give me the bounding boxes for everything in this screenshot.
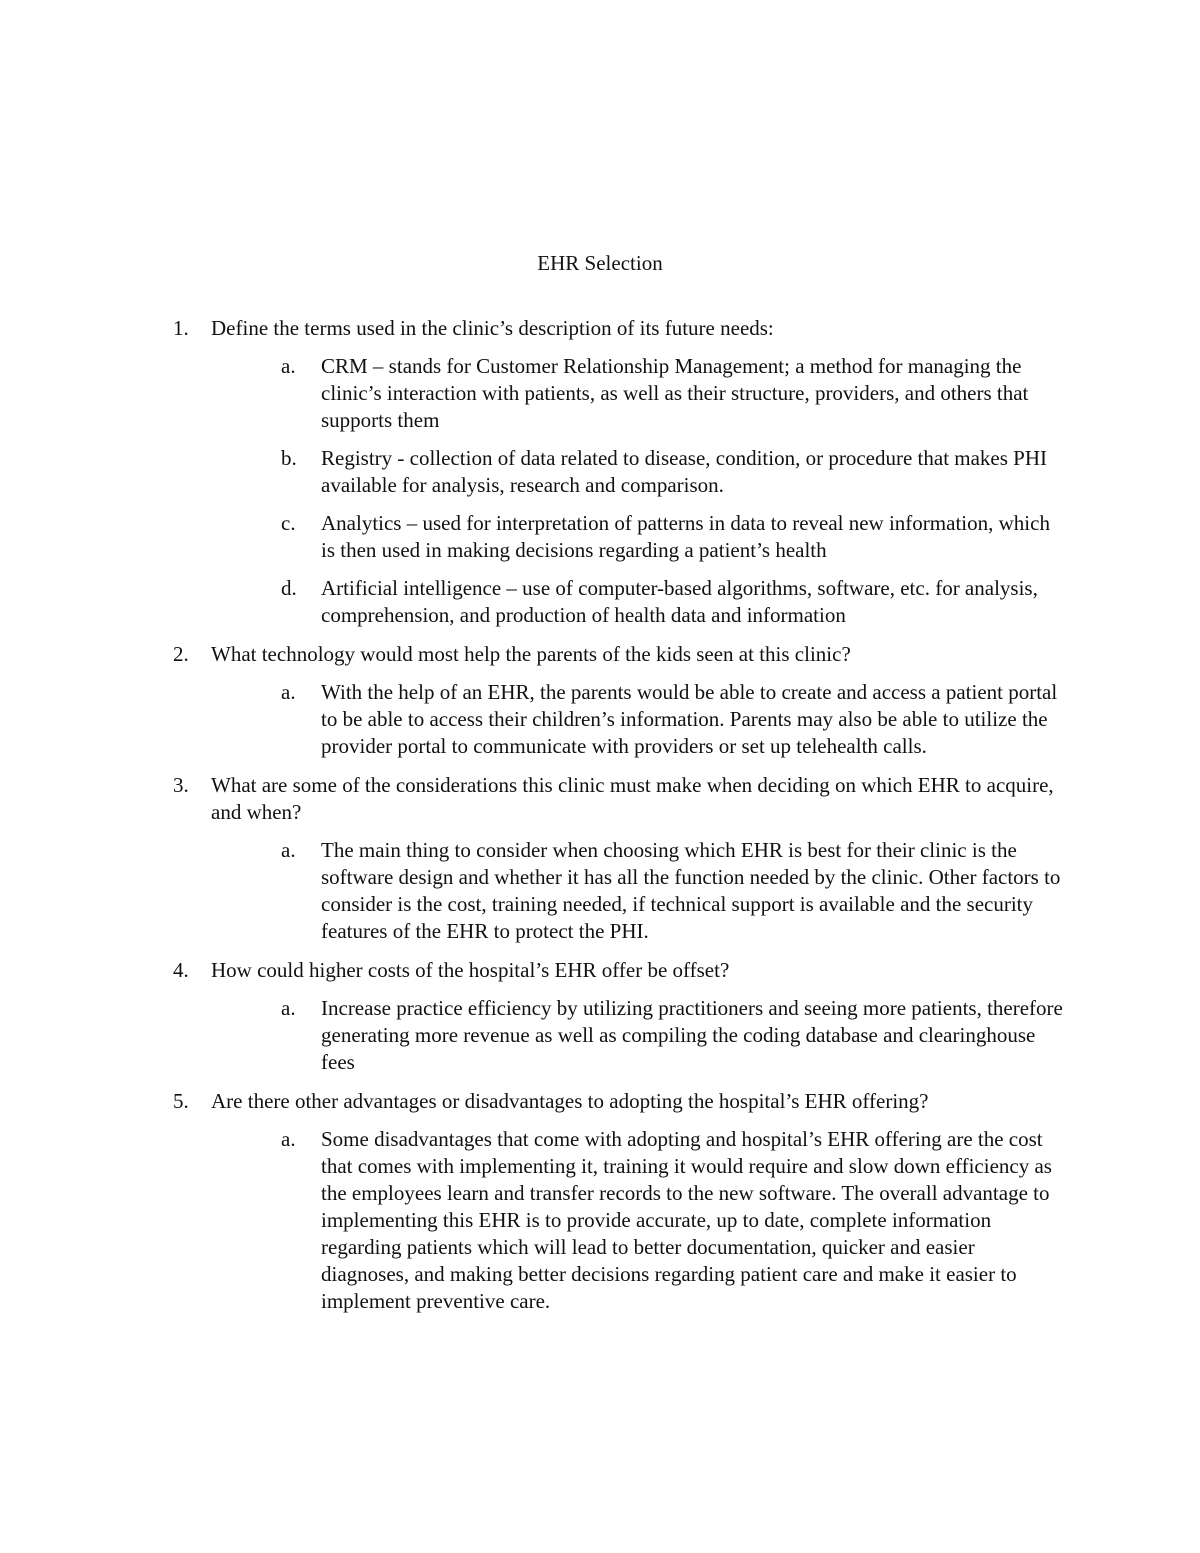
question-1 [173,315,1063,629]
answer-letter: a. [281,680,296,704]
answer-3a [281,837,1063,945]
answer-list [211,679,1063,760]
question-number: 4. [173,958,189,982]
question-text: How could higher costs of the hospital’s EHR offer be offset? [211,958,730,982]
question-3 [173,772,1063,945]
question-5 [173,1088,1063,1315]
answer-text: Increase practice efficiency by utilizing practitioners and seeing more patients, therefore generating more revenue as well as compiling the coding database and clearinghouse fees [321,996,1063,1074]
answer-letter: d. [281,576,297,600]
question-text: Define the terms used in the clinic’s description of its future needs: [211,316,774,340]
answer-text: Artificial intelligence – use of computer-based algorithms, software, etc. for analysis, comprehension, and production of health data and information [321,576,1038,627]
answer-letter: a. [281,838,296,862]
question-number: 1. [173,316,189,340]
answer-letter: c. [281,511,296,535]
answer-letter: b. [281,446,297,470]
question-text: What technology would most help the parents of the kids seen at this clinic? [211,642,851,666]
question-list [173,315,1063,1327]
answer-letter: a. [281,354,296,378]
answer-text: Registry - collection of data related to disease, condition, or procedure that makes PHI available for analysis, research and comparison. [321,446,1048,497]
answer-1c [281,510,1063,564]
document-title: EHR Selection [537,251,663,275]
question-number: 5. [173,1089,189,1113]
answer-list [211,1126,1063,1315]
answer-list [211,353,1063,629]
answer-2a [281,679,1063,760]
question-number: 2. [173,642,189,666]
answer-list [211,995,1063,1076]
question-text: Are there other advantages or disadvantages to adopting the hospital’s EHR offering? [211,1089,929,1113]
question-4 [173,957,1063,1076]
answer-text: With the help of an EHR, the parents would be able to create and access a patient portal to be able to access their children’s information. Parents may also be able to utilize the provider portal to communicate with providers or set up telehealth calls. [321,680,1058,758]
question-text: What are some of the considerations this clinic must make when deciding on which EHR to acquire, and when? [211,773,1054,824]
answer-list [211,837,1063,945]
answer-1d [281,575,1063,629]
answer-1a [281,353,1063,434]
answer-4a [281,995,1063,1076]
question-number: 3. [173,773,189,797]
answer-5a [281,1126,1063,1315]
answer-text: The main thing to consider when choosing which EHR is best for their clinic is the software design and whether it has all the function needed by the clinic. Other factors to consider is the cost, training needed, if technical support is available and the security features of the EHR to protect the PHI. [321,838,1061,943]
answer-1b [281,445,1063,499]
answer-text: Some disadvantages that come with adopting and hospital’s EHR offering are the cost that comes with implementing it, training it would require and slow down efficiency as the employees learn and transfer records to the new software. The overall advantage to implementing this EHR is to provide accurate, up to date, complete information regarding patients which will lead to better documentation, quicker and easier diagnoses, and making better decisions regarding patient care and make it easier to implement preventive care. [321,1127,1052,1313]
question-2 [173,641,1063,760]
answer-text: CRM – stands for Customer Relationship Management; a method for managing the clinic’s interaction with patients, as well as their structure, providers, and others that supports them [321,354,1029,432]
answer-letter: a. [281,996,296,1020]
answer-letter: a. [281,1127,296,1151]
answer-text: Analytics – used for interpretation of patterns in data to reveal new information, which is then used in making decisions regarding a patient’s health [321,511,1050,562]
